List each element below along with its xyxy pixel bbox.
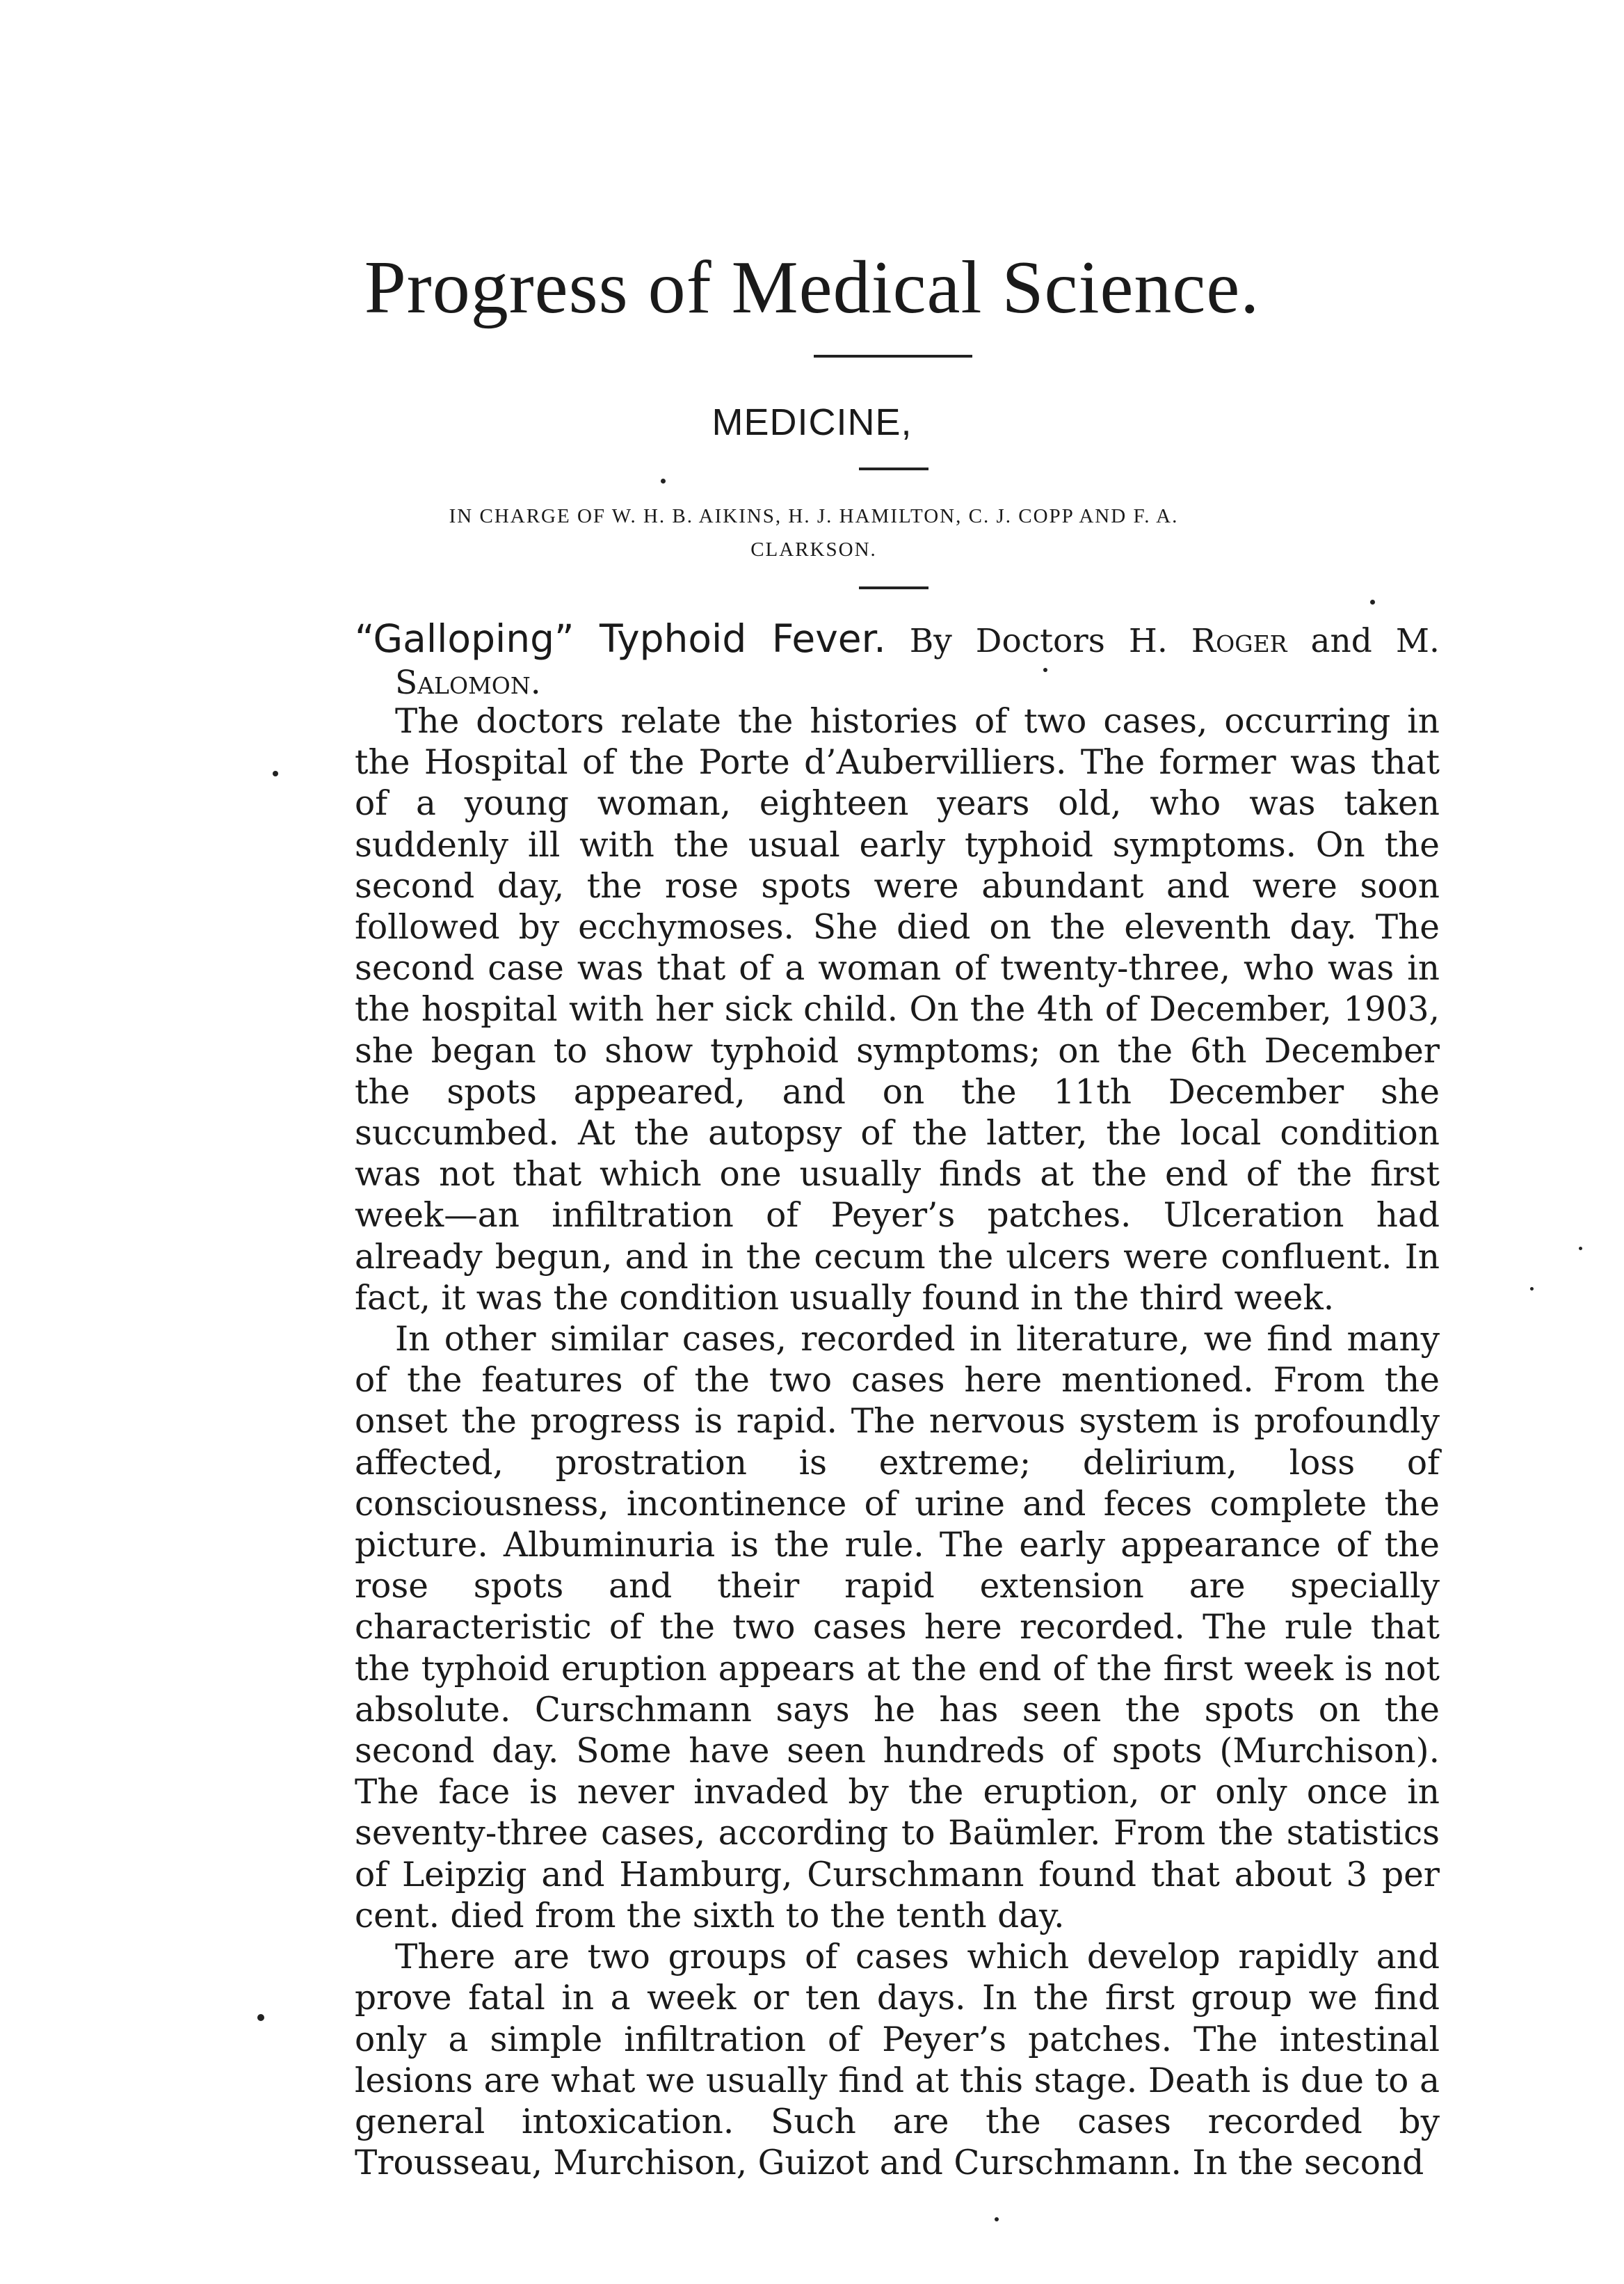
article-title: “Galloping” Typhoid Fever.: [355, 616, 886, 661]
article-body: [355, 701, 1440, 2184]
scan-speck: [1043, 668, 1047, 672]
article-author-2: Salomon.: [395, 664, 541, 702]
scan-speck: [1370, 600, 1375, 605]
editors-divider: [859, 586, 928, 589]
article-byline-and: and M.: [1310, 622, 1440, 660]
editors-line: IN CHARGE OF W. H. B. AIKINS, H. J. HAMILTON, C. J. COPP AND F. A. CLARKSON.: [449, 505, 1179, 561]
scan-speck: [273, 771, 278, 776]
scan-speck: [661, 479, 666, 484]
article-heading: [355, 618, 1440, 704]
section-heading: MEDICINE,: [711, 401, 913, 443]
paragraph-2: In other similar cases, recorded in literature, we find many of the features of the two cases here mentioned. From the onset the progress is rapid. The nervous system is profoundly affected, prostration is extreme; delirium, loss of consciousness, incontinence of urine and feces complete the picture. Albuminuria is the rule. The early appearance of the rose spots and their rapid extension are specially characteristic of the two cases here recorded. The rule that the typhoid eruption appears at the end of the first week is not absolute. Curschmann says he has seen the spots on the second day. Some have seen hundreds of spots (Murchison). The face is never invaded by the eruption, or only once in seventy-three cases, according to Baümler. From the statistics of Leipzig and Hamburg, Curschmann found that about 3 per cent. died from the sixth to the tenth day.: [355, 1320, 1440, 1935]
section-divider: [859, 468, 928, 470]
paragraph-3: There are two groups of cases which develop rapidly and prove fatal in a week or ten days. In the first group we find only a simple infiltration of Peyer’s patches. The intestinal lesions are what we usually find at this stage. Death is due to a general intoxication. Such are the cases recorded by Trousseau, Murchison, Guizot and Curschmann. In the second: [355, 1938, 1440, 2183]
scan-speck: [995, 2217, 999, 2221]
scan-speck: [1530, 1287, 1534, 1291]
title-divider: [814, 355, 972, 358]
paragraph-1: The doctors relate the histories of two cases, occurring in the Hospital of the Porte d’Aubervilliers. The former was that of a young woman, eighteen years old, who was taken suddenly ill with the usual early typhoid symptoms. On the second day, the rose spots were abundant and were soon followed by ecchymoses. She died on the eleventh day. The second case was that of a woman of twenty-three, who was in the hospital with her sick child. On the 4th of December, 1903, she began to show typhoid symptoms; on the 6th December the spots appeared, and on the 11th December she succumbed. At the autopsy of the latter, the local condition was not that which one usually finds at the end of the first week—an infiltration of Peyer’s patches. Ulceration had already begun, and in the cecum the ulcers were confluent. In fact, it was the condition usually found in the third week.: [355, 702, 1440, 1318]
article-byline-prefix: By Doctors H.: [909, 622, 1168, 660]
scan-speck: [257, 2014, 264, 2021]
scan-speck: [1579, 1247, 1582, 1250]
page-title: Progress of Medical Science.: [364, 246, 1260, 329]
article-author-1: Roger: [1191, 622, 1287, 660]
